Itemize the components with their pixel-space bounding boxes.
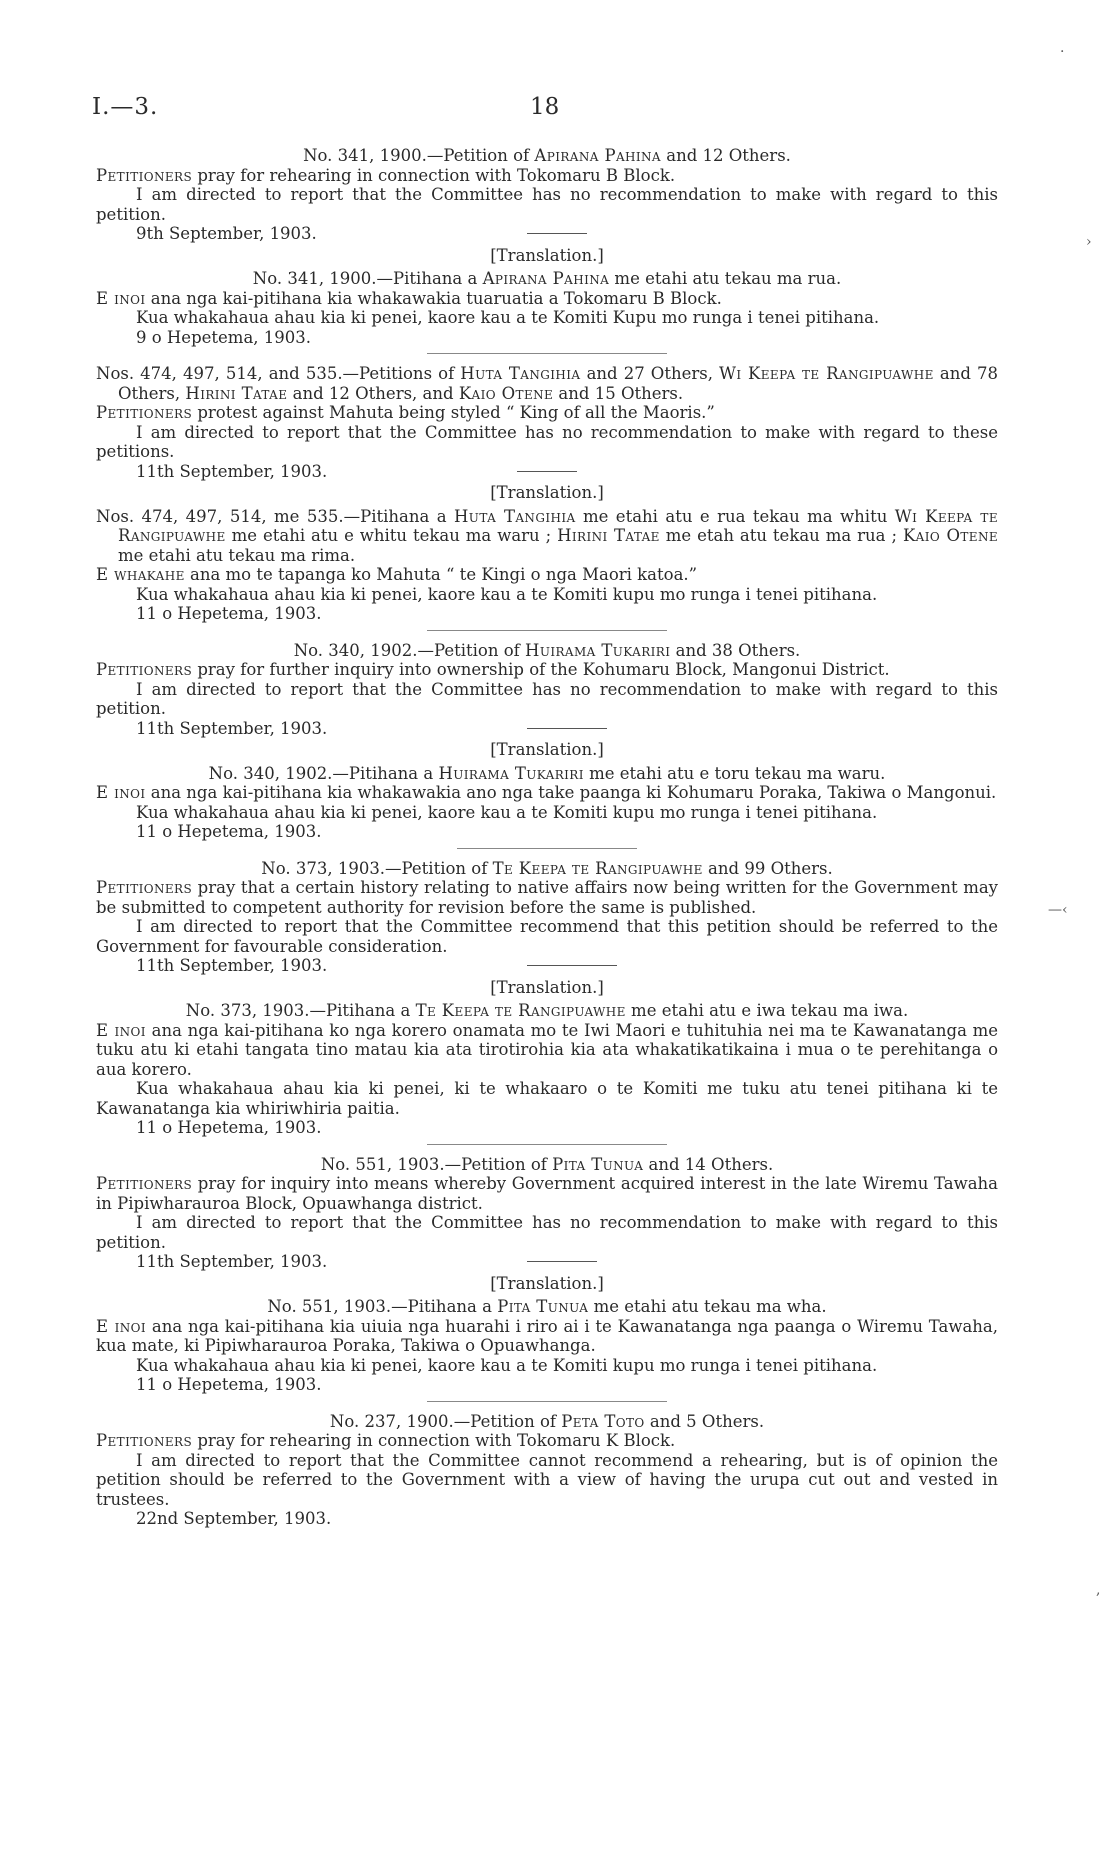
petition-title: No. 341, 1900.—Petition of Apirana Pahina and 12 Others. xyxy=(303,146,791,165)
translation-label: [Translation.] xyxy=(490,1273,604,1293)
section-separator xyxy=(427,353,667,354)
page-number: 18 xyxy=(530,94,560,120)
divider xyxy=(527,728,607,729)
petition-title: No. 551, 1903.—Petition of Pita Tunua and 14 Others. xyxy=(320,1154,774,1174)
petition-entry xyxy=(96,1155,998,1395)
translation-date: 11 o Hepetema, 1903. xyxy=(136,604,322,623)
translation-prayer: E inoi ana nga kai-pitihana kia whakawakia ano nga take paanga ki Kohumaru Poraka, Takiwa o Mangonui. xyxy=(96,783,997,802)
translation-title: No. 340, 1902.—Pitihana a Huirama Tukariri me etahi atu e toru tekau ma waru. xyxy=(208,763,886,783)
translation-report: Kua whakahaua ahau kia ki penei, kaore kau a te Komiti kupu mo runga i tenei pitihana. xyxy=(136,584,878,604)
translation-report: Kua whakahaua ahau kia ki penei, kaore kau a te Komiti Kupu mo runga i tenei pitihana. xyxy=(136,308,880,327)
report-date: 11th September, 1903. xyxy=(136,461,328,481)
translation-label: [Translation.] xyxy=(490,483,604,502)
divider xyxy=(517,471,577,472)
translation-report: Kua whakahaua ahau kia ki penei, kaore kau a te Komiti kupu mo runga i tenei pitihana. xyxy=(136,1355,878,1375)
petition-title: No. 340, 1902.—Petition of Huirama Tukariri and 38 Others. xyxy=(293,640,801,660)
petition-prayer: Petitioners pray for rehearing in connection with Tokomaru K Block. xyxy=(96,1431,676,1450)
translation-date: 11 o Hepetema, 1903. xyxy=(136,1118,322,1137)
committee-report: I am directed to report that the Committee has no recommendation to make with regard to this petition. xyxy=(96,1213,998,1252)
document-body xyxy=(96,146,998,1529)
petition-prayer: Petitioners pray for further inquiry into ownership of the Kohumaru Block, Mangonui District. xyxy=(96,660,890,679)
petition-prayer: Petitioners protest against Mahuta being styled “ King of all the Maoris.” xyxy=(96,403,715,422)
committee-report: I am directed to report that the Committee has no recommendation to make with regard to this petition. xyxy=(96,679,998,718)
translation-prayer: E whakahe ana mo te tapanga ko Mahuta “ te Kingi o nga Maori katoa.” xyxy=(96,565,698,584)
translation-prayer: E inoi ana nga kai-pitihana kia uiuia nga huarahi i riro ai i te Kawanatanga nga paanga o Wiremu Tawaha, kua mate, ki Pipiwharauroa Poraka, Takiwa o Opuawhanga. xyxy=(96,1316,998,1355)
petition-title: Nos. 474, 497, 514, and 535.—Petitions of Huta Tangihia and 27 Others, Wi Keepa te Rangipuawhe and 78 Others, Hirini Tatae and 12 Others, and Kaio Otene and 15 Others. xyxy=(96,364,998,403)
translation-title: No. 373, 1903.—Pitihana a Te Keepa te Rangipuawhe me etahi atu e iwa tekau ma iwa. xyxy=(185,1001,909,1020)
scan-mark: , xyxy=(1096,1582,1101,1598)
section-separator xyxy=(427,1401,667,1402)
section-separator xyxy=(457,848,637,849)
divider xyxy=(527,233,587,234)
section-separator xyxy=(427,1144,667,1145)
petition-prayer: Petitioners pray for inquiry into means whereby Government acquired interest in the late Wiremu Tawaha in Pipiwharauroa Block, Opuawhanga district. xyxy=(96,1174,998,1213)
committee-report: I am directed to report that the Committee cannot recommend a rehearing, but is of opinion the petition should be referred to the Government with a view of having the urupa cut out and vested in trustees. xyxy=(96,1450,998,1509)
translation-label: [Translation.] xyxy=(490,977,604,997)
scan-mark: —‹ xyxy=(1048,902,1068,918)
petition-entry xyxy=(96,364,998,624)
report-date: 22nd September, 1903. xyxy=(136,1509,332,1528)
divider xyxy=(527,965,617,966)
petition-entry xyxy=(96,859,998,1138)
petition-entry xyxy=(96,641,998,842)
translation-report: Kua whakahaua ahau kia ki penei, ki te whakaaro o te Komiti me tuku atu tenei pitihana ki te Kawanatanga kia whiriwhiria paitia. xyxy=(96,1079,998,1118)
translation-date: 11 o Hepetema, 1903. xyxy=(136,822,322,841)
translation-title: No. 341, 1900.—Pitihana a Apirana Pahina me etahi atu tekau ma rua. xyxy=(252,269,842,288)
scan-mark: › xyxy=(1086,234,1092,250)
report-date: 11th September, 1903. xyxy=(136,1252,328,1271)
petition-title: No. 237, 1900.—Petition of Peta Toto and 5 Others. xyxy=(329,1411,765,1431)
report-date: 11th September, 1903. xyxy=(136,956,328,975)
committee-report: I am directed to report that the Committee has no recommendation to make with regard to these petitions. xyxy=(96,422,998,461)
translation-label: [Translation.] xyxy=(490,740,604,759)
petition-prayer: Petitioners pray for rehearing in connection with Tokomaru B Block. xyxy=(96,165,676,185)
translation-date: 9 o Hepetema, 1903. xyxy=(136,327,312,347)
committee-report: I am directed to report that the Committee has no recommendation to make with regard to this petition. xyxy=(96,185,998,224)
scan-mark: · xyxy=(1060,44,1065,60)
translation-date: 11 o Hepetema, 1903. xyxy=(136,1375,322,1394)
translation-label: [Translation.] xyxy=(490,245,604,265)
translation-title: No. 551, 1903.—Pitihana a Pita Tunua me etahi atu tekau ma wha. xyxy=(267,1297,827,1316)
translation-prayer: E inoi ana nga kai-pitihana kia whakawakia tuaruatia a Tokomaru B Block. xyxy=(96,288,722,308)
section-separator xyxy=(427,630,667,631)
petition-prayer: Petitioners pray that a certain history relating to native affairs now being written for the Government may be submitted to competent authority for revision before the same is published. xyxy=(96,878,998,917)
divider xyxy=(527,1261,597,1262)
petition-title: No. 373, 1903.—Petition of Te Keepa te Rangipuawhe and 99 Others. xyxy=(261,858,833,878)
petition-entry xyxy=(96,1412,998,1529)
committee-report: I am directed to report that the Committee recommend that this petition should be referred to the Government for favourable consideration. xyxy=(96,917,998,956)
petition-entry xyxy=(96,146,998,347)
translation-report: Kua whakahaua ahau kia ki penei, kaore kau a te Komiti kupu mo runga i tenei pitihana. xyxy=(136,802,878,822)
report-date: 9th September, 1903. xyxy=(136,224,317,243)
translation-prayer: E inoi ana nga kai-pitihana ko nga korero onamata mo te Iwi Maori e tuhituhia nei ma te Kawanatanga me tuku atu ki etahi tangata tino matau kia ata tirotirohia kia ata whakatikatikaina i mua o te perehitanga o aua korero. xyxy=(96,1020,998,1079)
translation-title: Nos. 474, 497, 514, me 535.—Pitihana a Huta Tangihia me etahi atu e rua tekau ma whitu Wi Keepa te Rangipuawhe me etahi atu e whitu tekau ma waru ; Hirini Tatae me etah atu tekau ma rua ; Kaio Otene me etahi atu tekau ma rima. xyxy=(96,506,998,565)
section-reference: I.—3. xyxy=(92,94,159,120)
report-date: 11th September, 1903. xyxy=(136,718,328,738)
